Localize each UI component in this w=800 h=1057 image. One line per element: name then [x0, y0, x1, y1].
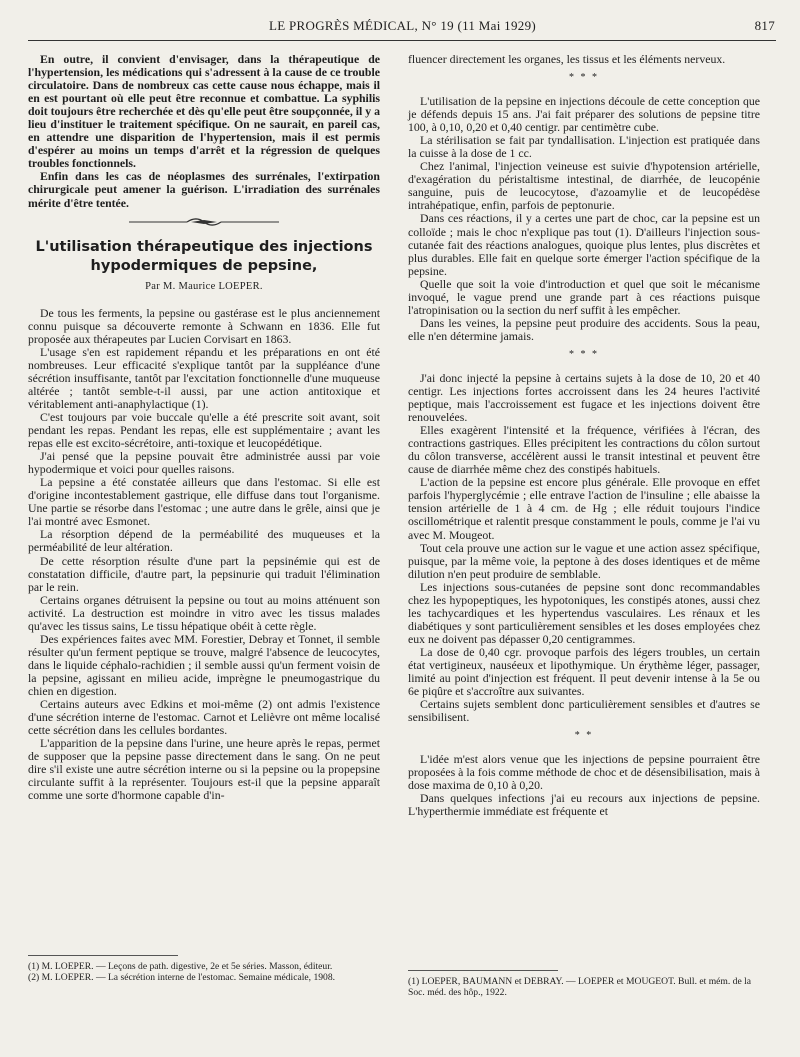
section-separator: * * *	[569, 72, 599, 84]
article-byline: Par M. Maurice LOEPER.	[145, 280, 263, 292]
intro-paragraph: Enfin dans les cas de néoplasmes des surrénales, l'extirpation chirurgicale peut amener la guérison. L'irradiation des surrénales mérite d'être tentée.	[28, 169, 380, 210]
right-footnotes	[408, 970, 760, 998]
footnote: (2) M. LOEPER. — La sécrétion interne de l'estomac. Semaine médicale, 1908.	[28, 972, 336, 984]
ornament-divider	[28, 210, 380, 234]
body-paragraph: Des expériences faites avec MM. Forestier, Debray et Tonnet, il semble résulter qu'un ferment peptique se trouve, malgré l'absence de leucocytes, dans le liquide céphalo-rachidien ; il semble aussi qu'un ferment voisin de la pepsine, agissant en milieu acide, imprègne le pneumogastrique du chien en digestion.	[28, 631, 380, 698]
body-paragraph: J'ai pensé que la pepsine pouvait être administrée aussi par voie hypodermique et voici pour quelles raisons.	[28, 449, 380, 477]
body-paragraph: Dans les veines, la pepsine peut produire des accidents. Sous la peau, elle n'en détermine jamais.	[408, 315, 760, 343]
body-paragraph: Chez l'animal, l'injection veineuse est suivie d'hypotension artérielle, d'exagération du péristaltisme intestinal, de diarrhée, de leucopénie sanguine, puis de leucocytose, d'azoamylie et de leucopédèse intrahépatique, enfin, parfois de peptonurie.	[408, 159, 760, 213]
body-paragraph: C'est toujours par voie buccale qu'elle a été prescrite soit avant, soit pendant les repas. Pendant les repas, elle est supplémentaire ; avant les repas elle est excito-sécrétoire, anti-toxique et leucopédétique.	[28, 409, 380, 451]
body-paragraph: L'usage s'en est rapidement répandu et les préparations en ont été nombreuses. Leur efficacité s'explique tantôt par la suppléance d'une sécrétion insuffisante, tantôt par l'excitation fonctionnelle d'une muqueuse altérée ; tantôt semble-t-il aussi, par une action antitoxique et véritablement anti-anaphylactique (1).	[28, 344, 380, 411]
body-paragraph: La dose de 0,40 cgr. provoque parfois des légers troubles, un certain état vertigineux, nauséeux et lipothymique. Un érythème léger, passager, limité au point d'injection est fréquent. Il peut devenir intense à la 5e ou 6e piqûre et s'accroître aux suivantes.	[408, 644, 760, 699]
intro-paragraph: En outre, il convient d'envisager, dans la thérapeutique de l'hypertension, les médications qui s'adressent à la cause de ce trouble circulatoire. Dans de nombreux cas cette cause nous échappe, mais il en est pourtant où elle peut être reconnue et combattue. La syphilis doit toujours être recherchée et dès qu'elle peut être soupçonnée, il y a lieu d'instituer le traitement spécifique. On ne saurait, en pareil cas, en attendre une disparition de l'hypertension, mais il est permis d'espérer au moins un temps d'arrêt et la régression de quelques troubles fonctionnels.	[28, 52, 380, 171]
body-paragraph: Certains sujets semblent donc particulièrement sensibles et d'autres se sensibilisent.	[408, 697, 760, 725]
body-paragraph: La pepsine a été constatée ailleurs que dans l'estomac. Si elle est d'origine incontestablement gastrique, elle diffuse dans tout l'organisme. Une partie se résorbe dans l'estomac ; une autre dans le grêle, ainsi que je l'ai montré avec Esmonet.	[28, 475, 380, 529]
body-paragraph: L'idée m'est alors venue que les injections de pepsine pourraient être proposées à la fois comme méthode de choc et de désensibilisation, mais à dose maxima de 0,10 à 0,20.	[408, 752, 760, 793]
left-column	[28, 53, 380, 802]
footnote-rule	[28, 955, 178, 956]
body-paragraph: fluencer directement les organes, les tissus et les éléments nerveux.	[408, 52, 726, 66]
journal-title: LE PROGRÈS MÉDICAL, N° 19 (11 Mai 1929)	[268, 18, 537, 33]
body-paragraph: Certains organes détruisent la pepsine ou tout au moins atténuent son activité. La destruction est moindre in vitro avec les tissus malades qu'avec les tissus sains, Le tissu hépatique obéit à cette règle.	[28, 592, 380, 633]
body-paragraph: L'utilisation de la pepsine en injections découle de cette conception que je défends depuis 15 ans. J'ai fait préparer des solutions de pepsine titre 100, à 0,10, 0,20 et 0,40 centigr. par centimètre cube.	[408, 94, 760, 135]
body-paragraph: Elles exagèrent l'intensité et la fréquence, vérifiées à l'écran, des contractions gastriques. Elles précipitent les contractions du côlon surtout du côlon transverse, accélèrent aussi le transit intestinal et peuvent être cause de diarrhée même chez des constipés habituels.	[408, 423, 760, 477]
footnote: (1) M. LOEPER. — Leçons de path. digestive, 2e et 5e séries. Masson, éditeur.	[28, 961, 333, 972]
article-title: L'utilisation thérapeutique des injections hypodermiques de pepsine,	[35, 238, 373, 274]
body-paragraph: La résorption dépend de la perméabilité des muqueuses et la perméabilité de leur altération.	[28, 527, 380, 555]
body-paragraph: Quelle que soit la voie d'introduction et quel que soit le mécanisme invoqué, le vague prend une grande part à ces réactions puisque l'atropinisation ou la section du nerf suffit à les empêcher.	[408, 276, 760, 317]
body-paragraph: De tous les ferments, la pepsine ou gastérase est le plus anciennement connu puisque sa découverte remonte à Schwann en 1836. Elle fut proposée aux thérapeutes par Lucien Corvisart en 1863.	[28, 305, 380, 346]
body-paragraph: L'apparition de la pepsine dans l'urine, une heure après le repas, permet de supposer que la pepsine passe directement dans le sang. On ne peut dire s'il existe une autre sécrétion interne ou si la pepsine ou la propepsine circulante suffit à la représenter. Toujours est-il que la pepsine apparaît comme une sorte d'hormone capable d'in-	[28, 736, 380, 803]
section-separator: * *	[574, 730, 594, 742]
body-paragraph: Dans ces réactions, il y a certes une part de choc, car la pepsine est un colloïde ; mais le choc n'explique pas tout (1). D'ailleurs l'injection sous-cutanée fait des réactions analogues, quoique plus lentes, plus discrètes et plus durables. Elle fait en quelque sorte émerger l'action spécifique de la pepsine.	[408, 211, 760, 278]
section-separator: * * *	[569, 348, 599, 360]
body-paragraph: De cette résorption résulte d'une part la pepsinémie qui est de constatation difficile, d'autre part, la pepsinurie qui traduit l'élimination par le rein.	[28, 553, 380, 594]
body-paragraph: Certains auteurs avec Edkins et moi-même (2) ont admis l'existence d'une sécrétion interne de l'estomac. Carnot et Lelièvre ont même localisé cette sécrétion dans les cellules bordantes.	[28, 697, 380, 738]
footnote: (1) LOEPER, BAUMANN et DEBRAY. — LOEPER et MOUGEOT. Bull. et mém. de la Soc. méd. des hôp., 1922.	[408, 976, 752, 999]
body-paragraph: Dans quelques infections j'ai eu recours aux injections de pepsine. L'hyperthermie immédiate est fréquente et	[408, 791, 760, 819]
body-paragraph: L'action de la pepsine est encore plus générale. Elle provoque en effet parfois l'hyperglycémie ; elle entrave l'action de l'insuline ; elle abaisse la tension artérielle de 1 à 4 cm. de Hg ; elle réduit toujours l'indice oscillométrique et ralentit presque constamment le pouls, comme je l'ai vu avec M. Mougeot.	[408, 475, 760, 542]
body-paragraph: J'ai donc injecté la pepsine à certains sujets à la dose de 10, 20 et 40 centigr. Les injections fortes accroissent dans les 24 heures l'activité peptique, mais l'accroissement est fugace et les injections doivent être renouvelées.	[408, 370, 760, 425]
page-number: 817	[754, 18, 775, 33]
footnote-rule	[408, 970, 558, 971]
body-paragraph: Les injections sous-cutanées de pepsine sont donc recommandables chez les hypopeptiques, les hypotoniques, les constipés atones, aussi chez les tachycardiques et les hypertendus vasculaires. Les rénaux et les diabétiques y sont particulièrement sensibles et les doses employées chez eux ne doivent pas dépasser 0,20 centigrammes.	[408, 579, 760, 646]
left-footnotes	[28, 955, 380, 983]
body-paragraph: Tout cela prouve une action sur le vague et une action assez spécifique, puisque, par la même voie, la peptone à des doses identiques et de même dilution n'en peut produire de semblable.	[408, 540, 760, 581]
header-rule	[28, 40, 776, 41]
body-paragraph: La stérilisation se fait par tyndallisation. L'injection est pratiquée dans la cuisse à la dose de 1 cc.	[408, 133, 760, 161]
running-header	[30, 18, 775, 36]
right-column	[408, 53, 760, 818]
